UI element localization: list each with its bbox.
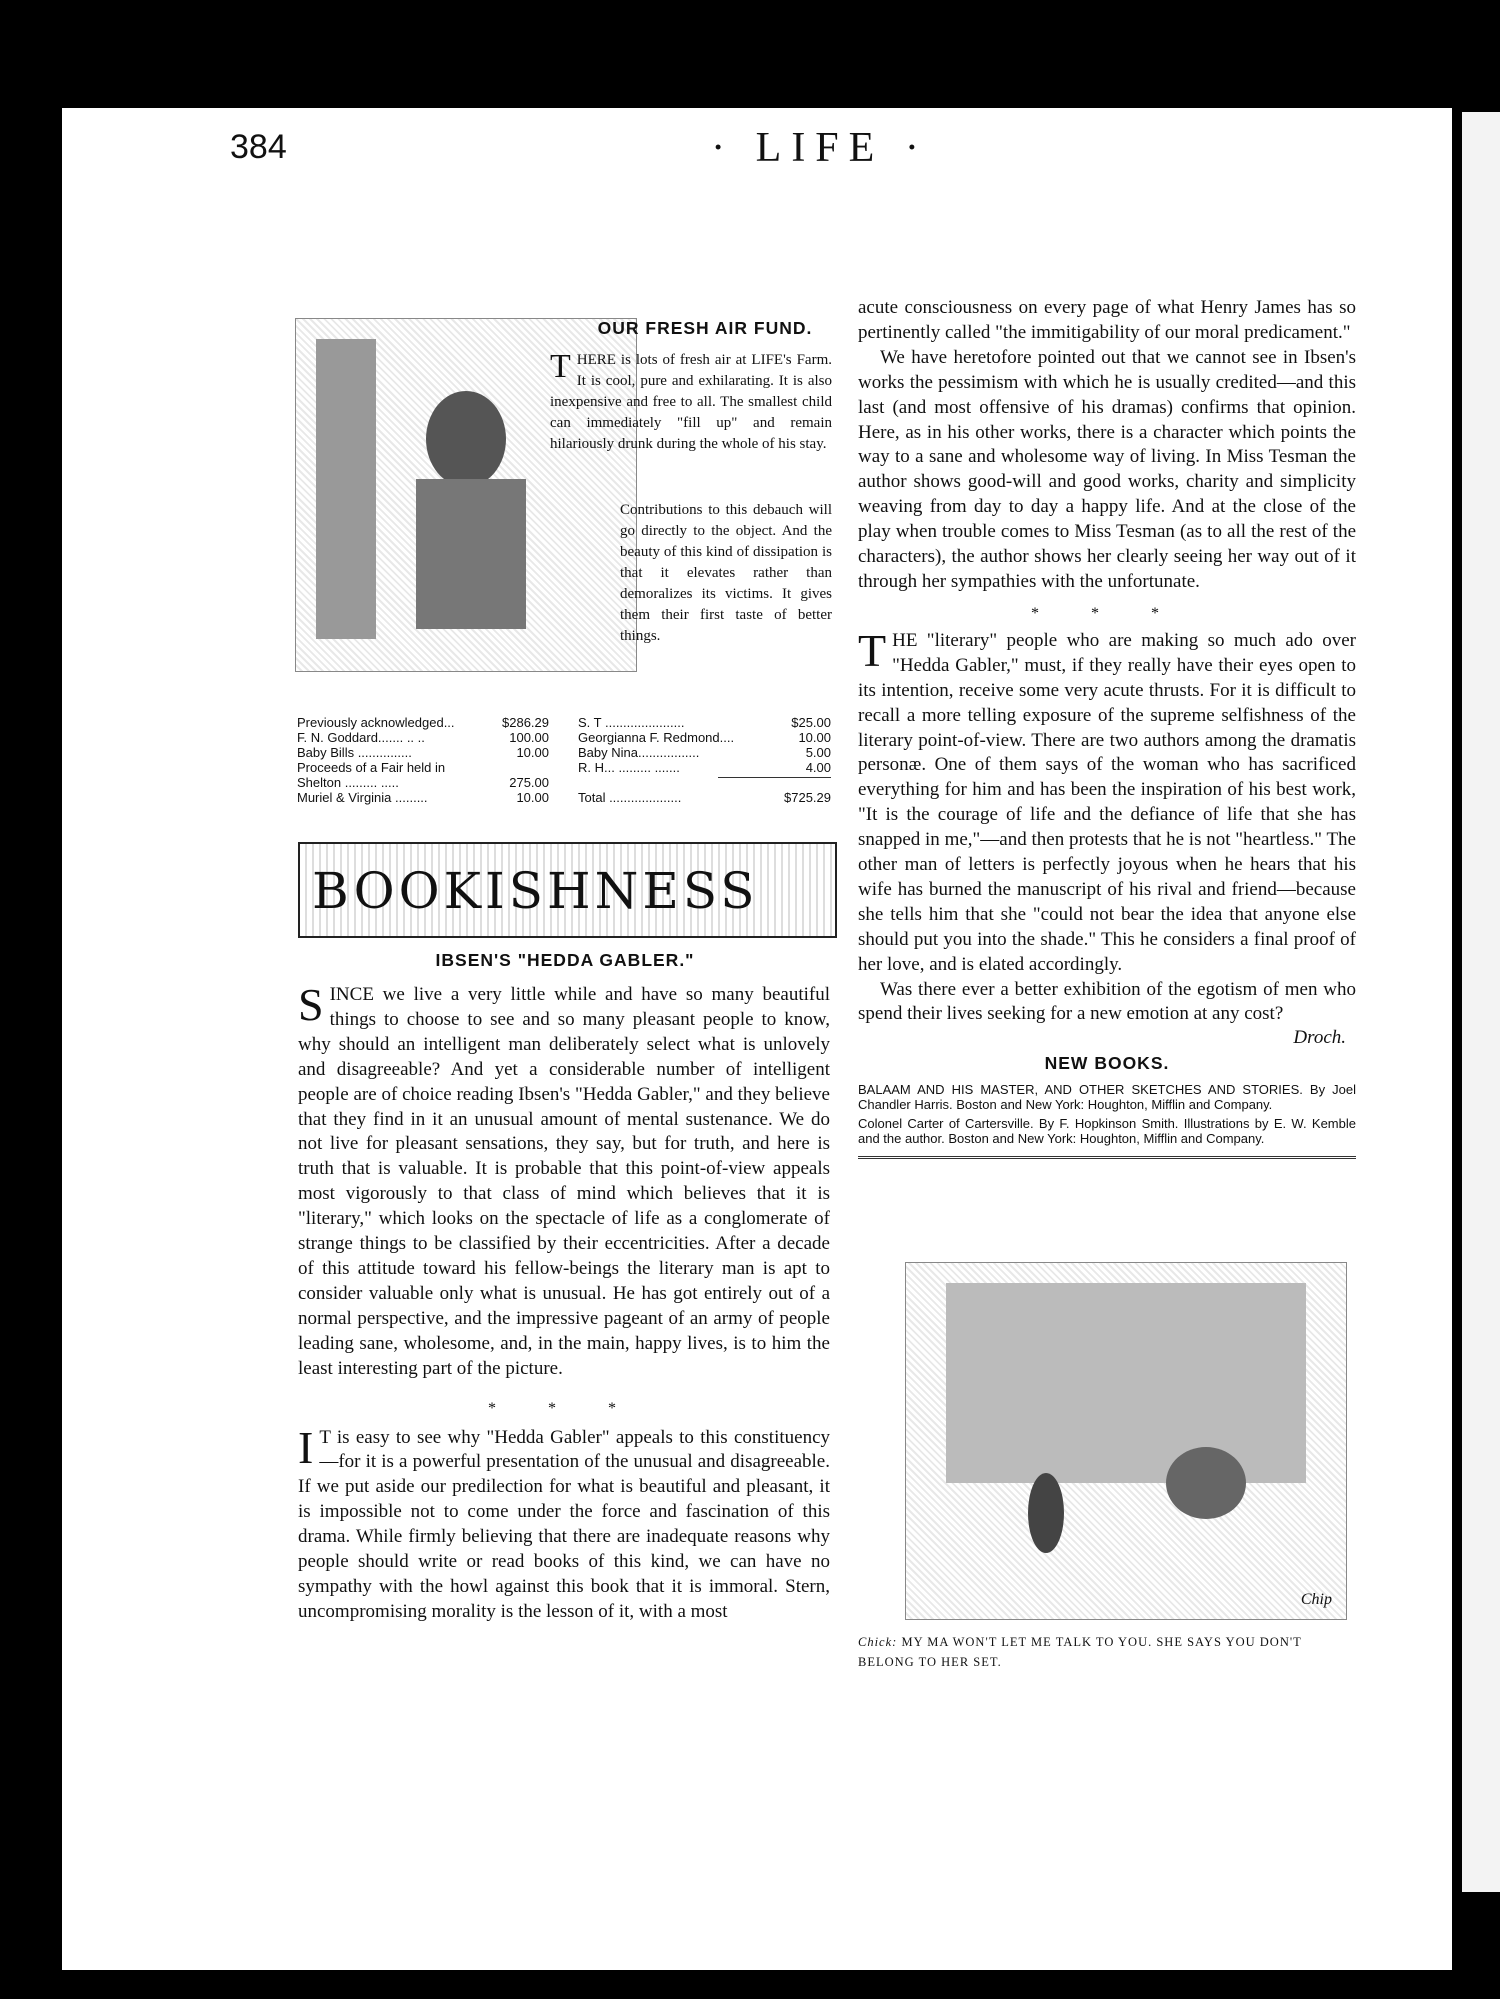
total-rule [718,777,831,788]
total-row [578,790,831,805]
contributor-name: S. T ...................... [578,715,685,730]
right-column [858,296,1356,1159]
cartoon-caption [858,1632,1356,1672]
ibsen-article-part1 [298,979,830,1625]
total-label: Total .................... [578,790,682,805]
new-books-heading: NEW BOOKS. [1044,1053,1170,1074]
fence-shape [946,1283,1306,1483]
boy-body-shape [416,479,526,629]
contribution-row [578,730,831,745]
post-shape [316,339,376,639]
section-rule [858,1156,1356,1159]
contribution-amount: $25.00 [791,715,831,730]
right-para-4: Was there ever a better exhibition of the egotism of men who spend their lives seeking for a new emotion at any cost? [858,978,1356,1025]
contributor-name: Georgianna F. Redmond.... [578,730,735,745]
section-stars-1: * * * [488,1399,640,1417]
fund-paragraph-1: HERE is lots of fresh air at LIFE's Farm. It is cool, pure and exhilarating. It is also inexpensive and free to all. The smallest child can immediately "fill up" and remain hilariously drunk during the whole of his stay. [550,352,832,452]
contributor-name: Muriel & Virginia ......... [297,790,428,805]
ibsen-para-2 [298,1421,830,1625]
watermark: comicbooks.com [1200,1943,1421,1973]
contributor-name: Proceeds of a Fair held in [297,760,446,775]
fund-text: THERE is lots of fresh air at LIFE's Farm. It is cool, pure and exhilarating. It is also inexpensive and free to all. The smallest child can immediately "fill up" and remain hilariously drunk during the whole of his stay. [550,348,832,452]
drop-cap-t: T [858,624,887,676]
contribution-amount: 100.00 [509,730,549,745]
caption-text: MY MA WON'T LET ME TALK TO YOU. SHE SAYS YOU DON'T BELONG TO HER SET. [858,1635,1302,1669]
contributor-name: Previously acknowledged... [297,715,455,730]
contribution-amount: 10.00 [516,745,549,760]
contribution-row [297,745,549,760]
ibsen-para-2-text: T is easy to see why "Hedda Gabler" appeals to this constituency—for it is a powerful presentation of the unusual and disagreeable. If we put aside our predilection for what is beautiful and pleasant, it is impossible not to come under the force and fascination of this drama. While firmly believing that there are inadequate reasons why people should write or read books of this kind, we can have no sympathy with the howl against this book that it is immoral. Stern, uncompromising morality is the lesson of it, with a most [298,1426,830,1622]
cartoon-svg [906,1263,1346,1619]
contributor-name: Baby Nina................. [578,745,700,760]
right-para-3 [858,624,1356,978]
contribution-row [578,760,831,775]
contribution-row [578,745,831,760]
adjacent-page-edge [1462,112,1500,1892]
contributions-left [297,715,549,805]
contribution-amount: 5.00 [805,745,831,760]
contribution-amount: 275.00 [509,775,549,790]
contribution-row [297,760,549,775]
chick-shape [1028,1473,1064,1553]
signature-droch: Droch. [1293,1027,1346,1049]
contribution-amount: $286.29 [502,715,549,730]
chick-turkey-cartoon [905,1262,1347,1620]
contribution-row [297,715,549,730]
contribution-row [297,790,549,805]
right-para-2: We have heretofore pointed out that we cannot see in Ibsen's works the pessimism with which he is usually credited—and this last (and most offensive of his dramas) confirms that opinion. Here, as in his other works, there is a character which points the way to a sane and wholesome way of living. In Miss Tesman the author shows good-will and good works, charity and simplicity weaving from day to day a happy life. And at the close of the play when trouble comes to Miss Tesman (as to all the rest of the characters), the author shows her clearly seeing her way out of it through her sympathies with the unfortunate. [858,346,1356,592]
right-para-1: acute consciousness on every page of what Henry James has so pertinently called "the immitigability of our moral predicament." [858,297,1356,343]
contribution-amount: 4.00 [805,760,831,775]
section-stars-2: * * * [1031,604,1183,622]
contribution-row [297,775,549,790]
drop-cap-i: I [298,1421,314,1473]
total-amount: $725.29 [784,790,831,805]
fund-text-block [550,350,832,455]
turkey-shape [1166,1447,1246,1519]
right-para-3-text: HE "literary" people who are making so much ado over "Hedda Gabler," must, if they really have their eyes open to its intention, receive some very acute thrusts. For it is difficult to recall a more telling exposure of the supreme selfishness of the literary point-of-view. There are two authors among the dramatis personæ. One of them says of the woman who has sacrificed everything for him and has been the inspiration of his best work, "It is the courage of life and the defiance of life that she has snapped in me,"—and then protests that he is not "heartless." The other man of letters is perfectly joyous when he hears that his wife has burned the manuscript of his rival and friend—because she tells him that she "could not bear the idea that anyone else should put you into the shade." This he considers a final proof of her love, and is elated accordingly. [858,629,1356,975]
fund-text-block-2 [620,500,832,647]
contributions-right [578,715,831,805]
contribution-amount: 10.00 [798,730,831,745]
page-number: 384 [230,128,287,166]
fund-paragraph-2: Contributions to this debauch will go directly to the object. And the beauty of this kind of dissipation is that it elevates rather than demoralizes its victims. It gives them their first taste of better things. [620,502,832,644]
bookishness-banner [298,842,837,938]
contributor-name: F. N. Goddard....... .. .. [297,730,425,745]
ibsen-para-1-text: INCE we live a very little while and have so many beautiful things to choose to see and so many pleasant people to know, why should an intelligent man deliberately select what is unlovely and disagreeable? And yet a considerable number of intelligent people are of choice reading Ibsen's "Hedda Gabler," and they believe that they find in it an unusual amount of mental sustenance. We do not live for pleasant sensations, they say, but for truth, and here is truth that is valuable. It is probable that this point-of-view appeals most vigorously to that class of mind which believes that it is "literary," which looks on the spectacle of life as a conglomerate of strange things to be classified by their eccentricities. After a decade of this attitude toward his fellow-beings the literary man is apt to consider valuable only what is unusual. He has got entirely out of a normal perspective, and the impressive pageant of an army of people leading sane, wholesome, and, in the main, happy lives, is to him the least interesting part of the picture. [298,984,830,1379]
contribution-amount: 10.00 [516,790,549,805]
book-entry-2: Colonel Carter of Cartersville. By F. Hopkinson Smith. Illustrations by E. W. Kemble and the author. Boston and New York: Houghton, Mifflin and Company. [858,1116,1356,1147]
masthead: · LIFE · [711,125,929,171]
contributor-name: R. H... ......... ....... [578,760,680,775]
banner-title: BOOKISHNESS [312,862,759,920]
book-entry-1: BALAAM AND HIS MASTER, AND OTHER SKETCHES AND STORIES. By Joel Chandler Harris. Boston and New York: Houghton, Mifflin and Company. [858,1082,1356,1113]
boy-head-shape [426,391,506,487]
artist-signature: Chip [1300,1591,1332,1608]
contribution-row [297,730,549,745]
ibsen-para-1 [298,979,830,1382]
caption-speaker: Chick: [858,1635,898,1649]
fund-heading: OUR FRESH AIR FUND. [597,318,813,338]
contributor-name: Shelton ......... ..... [297,775,399,790]
contribution-row [578,715,831,730]
ibsen-heading: IBSEN'S "HEDDA GABLER." [435,950,695,970]
drop-cap-s: S [298,979,324,1030]
contributor-name: Baby Bills ............... [297,745,412,760]
